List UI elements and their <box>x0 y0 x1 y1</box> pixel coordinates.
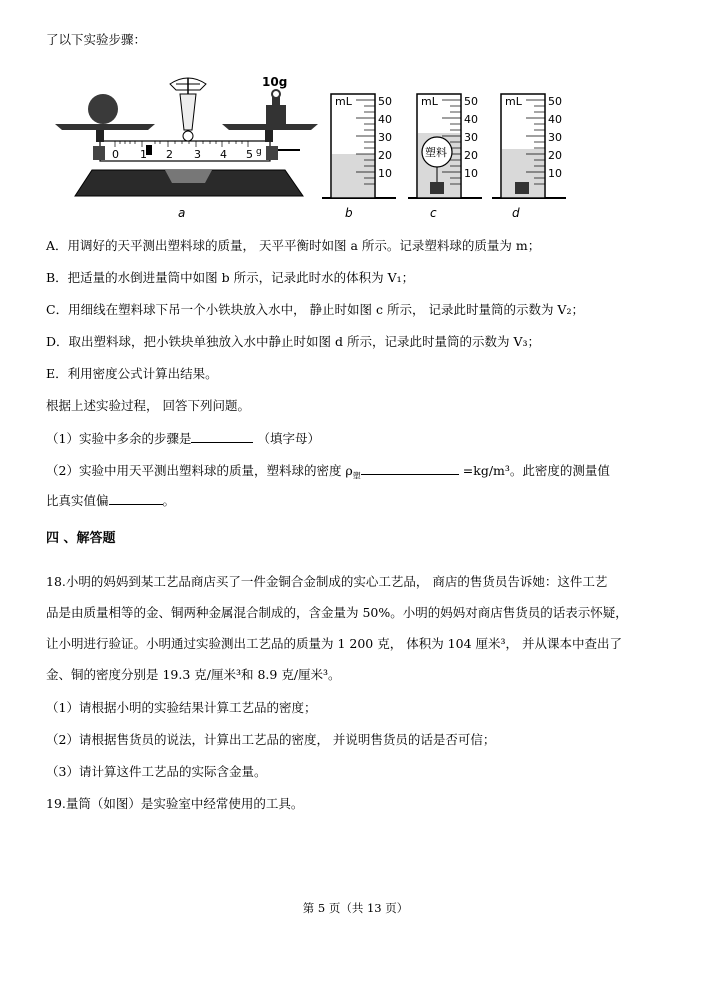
q2-density-blank[interactable] <box>361 460 459 475</box>
q1-answer-blank[interactable] <box>191 428 253 443</box>
measuring-cylinder-b <box>322 94 396 220</box>
weight-10g <box>266 105 286 124</box>
q2-subscript: 塑 <box>352 471 361 481</box>
tick-label: 30 <box>548 131 562 144</box>
q2-line2-suffix: 。 <box>162 493 176 508</box>
ruler-unit: g <box>256 147 262 157</box>
balance-scale <box>55 75 318 220</box>
caption-b: b <box>345 206 353 220</box>
question-1 <box>46 428 320 447</box>
ruler-number: 4 <box>220 148 227 161</box>
intro-text: 了以下实验步骤： <box>46 32 147 47</box>
tick-label: 40 <box>548 113 562 126</box>
cylinder-unit: mL <box>335 95 352 108</box>
section-title: 四 、解答题 <box>46 531 116 546</box>
q2-bias-blank[interactable] <box>109 490 163 505</box>
tick-label: 20 <box>378 149 392 162</box>
ball-label: 塑料 <box>425 146 447 159</box>
iron-block <box>515 182 529 194</box>
plastic-ball-on-pan <box>88 94 118 124</box>
step-d: D．取出塑料球，把小铁块单独放入水中静止时如图 d 所示，记录此时量筒的示数为 V₃； <box>46 334 540 349</box>
tick-label: 50 <box>548 95 562 108</box>
q2-prefix: （2）实验中用天平测出塑料球的质量，塑料球的密度 ρ <box>46 463 353 478</box>
step-b: B．把适量的水倒进量筒中如图 b 所示，记录此时水的体积为 V₁； <box>46 270 415 285</box>
question-2-line2 <box>46 490 175 509</box>
q18-sub1: （1）请根据小明的实验结果计算工艺品的密度； <box>46 700 317 715</box>
tick-label: 50 <box>378 95 392 108</box>
step-c: C．用细线在塑料球下吊一个小铁块放入水中， 静止时如图 c 所示， 记录此时量筒的示数为 V₂； <box>46 302 584 317</box>
q18-sub2: （2）请根据售货员的说法，计算出工艺品的密度， 并说明售货员的话是否可信； <box>46 732 496 747</box>
question-2 <box>46 460 610 482</box>
tick-label: 50 <box>464 95 478 108</box>
ruler-number: 3 <box>194 148 201 161</box>
q2-line2-prefix: 比真实值偏 <box>46 493 109 508</box>
q19-text: 19.量筒（如图）是实验室中经常使用的工具。 <box>46 796 304 811</box>
caption-c: c <box>430 206 437 220</box>
cylinder-unit: mL <box>505 95 522 108</box>
q2-mid: =kg/m³。此密度的测量值 <box>462 463 610 478</box>
tick-label: 10 <box>464 167 478 180</box>
q1-prefix: （1）实验中多余的步骤是 <box>46 431 192 446</box>
q18-line1: 18.小明的妈妈到某工艺品商店买了一件金铜合金制成的实心工艺品， 商店的售货员告诉她：这件工艺 <box>46 574 608 589</box>
ruler-number: 2 <box>166 148 173 161</box>
tick-label: 20 <box>464 149 478 162</box>
measuring-cylinder-c <box>408 94 482 220</box>
tick-label: 30 <box>378 131 392 144</box>
tick-label: 20 <box>548 149 562 162</box>
tick-label: 10 <box>548 167 562 180</box>
step-a: A．用调好的天平测出塑料球的质量， 天平平衡时如图 a 所示。记录塑料球的质量为 m； <box>46 238 541 253</box>
q18-sub3: （3）请计算这件工艺品的实际含金量。 <box>46 764 267 779</box>
ruler-number: 0 <box>112 148 119 161</box>
q1-suffix: （填字母） <box>257 431 320 446</box>
tick-label: 40 <box>464 113 478 126</box>
tick-label: 30 <box>464 131 478 144</box>
weight-label: 10g <box>262 75 288 89</box>
q18-line3: 让小明进行验证。小明通过实验测出工艺品的质量为 1 200 克， 体积为 104 厘米³， 并从课本中查出了 <box>46 636 622 651</box>
ruler-number: 5 <box>246 148 253 161</box>
measuring-cylinder-d <box>492 94 566 220</box>
caption-a: a <box>178 206 186 220</box>
tick-label: 10 <box>378 167 392 180</box>
q18-line4: 金、铜的密度分别是 19.3 克/厘米³和 8.9 克/厘米³。 <box>46 667 341 682</box>
cylinder-unit: mL <box>421 95 438 108</box>
ruler-number: 1 <box>140 148 147 161</box>
q18-line2: 品是由质量相等的金、铜两种金属混合制成的，含金量为 50%。小明的妈妈对商店售货员的话表示怀疑， <box>46 605 628 620</box>
caption-d: d <box>512 206 520 220</box>
iron-block <box>430 182 444 194</box>
step-e: E．利用密度公式计算出结果。 <box>46 366 218 381</box>
page-footer: 第 5 页（共 13 页） <box>302 901 409 915</box>
tick-label: 40 <box>378 113 392 126</box>
instruction: 根据上述实验过程， 回答下列问题。 <box>46 398 250 413</box>
